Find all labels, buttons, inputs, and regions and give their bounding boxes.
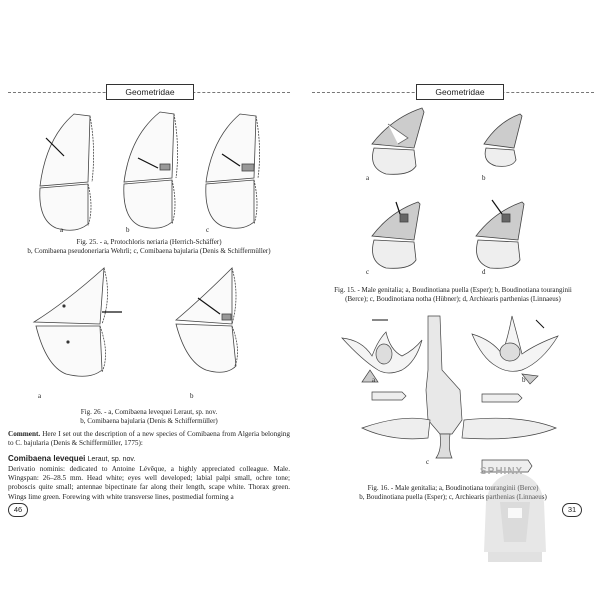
fig26-label-a: a: [38, 392, 42, 400]
fig15-caption: [312, 286, 594, 304]
running-header: Geometridae: [106, 84, 194, 100]
fig15-wing-drawings: [352, 104, 552, 284]
fig16-label-c: c: [426, 458, 430, 466]
fig15-label-b: b: [482, 174, 486, 182]
fig25-caption-line1: Fig. 25. - a, Protochloris neriaria (Herrich-Schäffer): [76, 238, 222, 246]
fig25-wing-drawings: [26, 108, 276, 236]
fig26b-hindwing: [176, 324, 236, 372]
fig25a-hindwing: [40, 184, 88, 230]
fig26-label-b: b: [190, 392, 194, 400]
fig25b-forewing: [124, 112, 174, 182]
fig26-caption-line2: b, Comibaena bajularia (Denis & Schiffermüller): [80, 417, 218, 425]
fig15-label-d: d: [482, 268, 486, 276]
fig15c-hindwing: [373, 240, 417, 268]
species-name: Comibaena levequei: [8, 454, 86, 463]
fig16b-drawing: [472, 316, 558, 371]
fig25-label-a: a: [60, 226, 64, 234]
fig25a-forewing: [40, 114, 90, 186]
page-number-left: 46: [8, 503, 28, 517]
fig25-label-c: c: [206, 226, 210, 234]
fig15d-forewing: [476, 202, 524, 240]
fig15b-hindwing: [485, 148, 516, 166]
fig26a-hindwing: [36, 326, 102, 376]
species-heading: [8, 454, 135, 463]
fig25c-hindwing: [206, 180, 254, 228]
page-number-right: 31: [562, 503, 582, 517]
fig25b-hindwing: [124, 180, 172, 228]
fig16-caption-line2: b, Boudinotiana puella (Esper); c, Archiearis parthenias (Linnaeus): [359, 493, 547, 501]
watermark-text: SPHINX: [480, 466, 524, 477]
fig25-label-b: b: [126, 226, 130, 234]
fig15-label-c: c: [366, 268, 370, 276]
fig15d-hindwing: [477, 240, 521, 268]
fig15-caption-line1: Fig. 15. - Male genitalia; a, Boudinotiana puella (Esper); b, Boudinotiana touranginii: [334, 286, 572, 294]
fig25-caption-line2: b, Comibaena pseudoneriaria Wehrli; c, Comibaena bajularia (Denis & Schiffermüller): [27, 247, 271, 255]
comment-label: Comment.: [8, 430, 41, 438]
fig15c-forewing: [372, 202, 420, 240]
comment-text: Here I set out the description of a new species of Comibaena from Algeria belonging to C. bajularia (Denis & Schiffermüller, 1775):: [8, 430, 290, 448]
fig25c-forewing: [206, 114, 256, 182]
left-page: [8, 78, 290, 518]
species-author: Leraut, sp. nov.: [87, 456, 136, 463]
fig15b-forewing: [484, 114, 522, 148]
fig26-caption: [8, 408, 290, 426]
fig26-caption-line1: Fig. 26. - a, Comibaena levequei Leraut, sp. nov.: [80, 408, 218, 416]
fig25-caption: [8, 238, 290, 256]
fig16-label-a: a: [372, 376, 376, 384]
fig26a-forewing: [34, 268, 104, 324]
fig15a-hindwing: [373, 148, 417, 174]
fig16c-drawing: [426, 316, 462, 434]
fig15-label-a: a: [366, 174, 370, 182]
running-header: Geometridae: [416, 84, 504, 100]
fig15-caption-line2: (Berce); c, Boudinotiana notha (Hübner); d, Archiearis parthenias (Linnaeus): [345, 295, 561, 303]
comment-paragraph: [8, 430, 290, 448]
species-description: Derivatio nominis: dedicated to Antoine Lévêque, a highly appreciated colleague. Male. Wingspan: 26–28.5 mm. Head white; eyes well developed; labial palpi small, ochre tone; proboscis quite small; antennae bipectinate far along their length, scape white. Thorax green. Wings lime green. Forewing with white transverse lines, postmedial forming a: [8, 465, 290, 501]
fig16-caption-line1: Fig. 16. - Male genitalia; a, Boudinotiana touranginii (Berce): [367, 484, 539, 492]
fig16-label-b: b: [522, 376, 526, 384]
fig26-wing-drawings: [26, 262, 276, 392]
